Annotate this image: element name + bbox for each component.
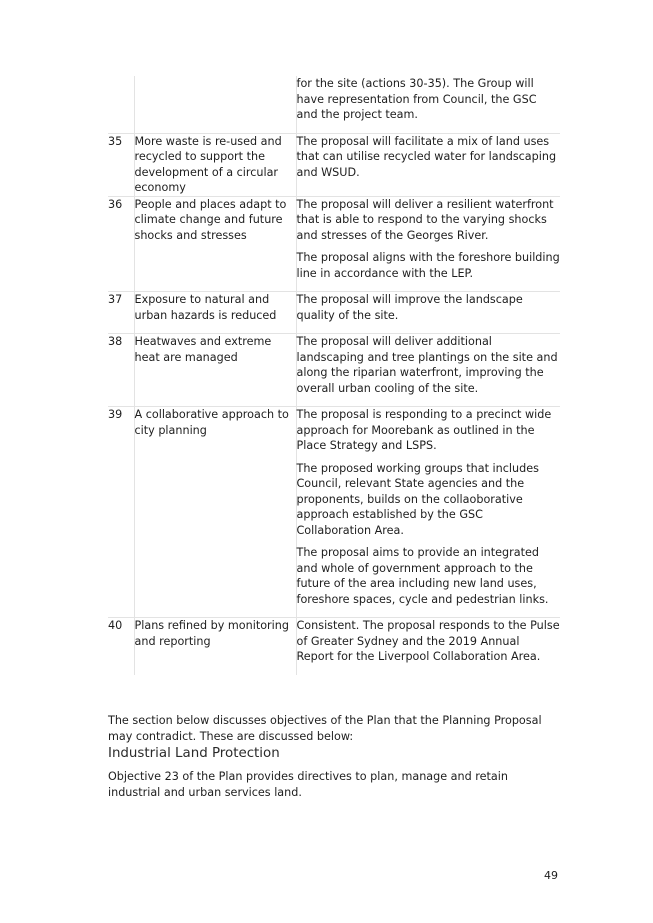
intro-paragraph: The section below discusses objectives of the Plan that the Planning Proposal may contradict. These are discussed below:: [108, 714, 542, 743]
proposal-response: The proposal aligns with the foreshore building line in accordance with the LEP.: [296, 251, 560, 280]
table-row: [108, 407, 560, 618]
proposal-response-cell: [296, 196, 560, 292]
proposal-response-cell: [296, 407, 560, 618]
objective-text: Plans refined by monitoring and reporting: [134, 618, 296, 675]
proposal-response: The proposed working groups that includes Council, relevant State agencies and the proponents, builds on the collaoborative approach established by the GSC Collaboration Area.: [296, 461, 539, 537]
objective-text: Exposure to natural and urban hazards is reduced: [134, 292, 296, 334]
objectives-table: [108, 76, 560, 675]
proposal-response-cell: [296, 618, 560, 675]
objective-text: More waste is re-used and recycled to support the development of a circular economy: [134, 133, 296, 196]
objective-number: 35: [108, 133, 134, 196]
objectives-table-body: [108, 76, 560, 675]
objective-number: 40: [108, 618, 134, 675]
objective-text: Heatwaves and extreme heat are managed: [134, 334, 296, 407]
objective-number: 39: [108, 407, 134, 618]
proposal-response-cell: [296, 292, 560, 334]
section-heading: Industrial Land Protection: [108, 746, 280, 761]
proposal-response: Consistent. The proposal responds to the Pulse of Greater Sydney and the 2019 Annual Report for the Liverpool Collaboration Area.: [296, 619, 560, 663]
proposal-response: The proposal will facilitate a mix of land uses that can utilise recycled water for landscaping and WSUD.: [296, 134, 557, 179]
proposal-response-cell: [296, 334, 560, 407]
proposal-response: The proposal is responding to a precinct wide approach for Moorebank as outlined in the Place Strategy and LSPS.: [296, 408, 552, 452]
proposal-response: The proposal will deliver a resilient waterfront that is able to respond to the varying shocks and stresses of the Georges River.: [296, 197, 554, 242]
table-row: [108, 618, 560, 675]
objective-text: People and places adapt to climate change and future shocks and stresses: [134, 196, 296, 292]
proposal-response: The proposal will improve the landscape quality of the site.: [296, 293, 523, 322]
proposal-response: for the site (actions 30-35). The Group will have representation from Council, the GSC and the project team.: [296, 77, 537, 121]
page-number: 49: [544, 869, 558, 882]
table-row: [108, 196, 560, 292]
table-row: [108, 133, 560, 196]
table-row: [108, 76, 560, 133]
objective-number: [108, 76, 134, 133]
section-paragraph: Objective 23 of the Plan provides directives to plan, manage and retain industrial and urban services land.: [108, 770, 508, 799]
proposal-response: The proposal aims to provide an integrated and whole of government approach to the future of the area including new land uses, foreshore spaces, cycle and pedestrian links.: [296, 546, 549, 606]
objective-number: 36: [108, 196, 134, 292]
objective-number: 37: [108, 292, 134, 334]
objective-text: [134, 76, 296, 133]
table-row: [108, 292, 560, 334]
proposal-response-cell: [296, 133, 560, 196]
objective-number: 38: [108, 334, 134, 407]
objective-text: A collaborative approach to city planning: [134, 407, 296, 618]
proposal-response: The proposal will deliver additional landscaping and tree plantings on the site and along the riparian waterfront, improving the overall urban cooling of the site.: [296, 335, 558, 395]
table-row: [108, 334, 560, 407]
proposal-response-cell: [296, 76, 560, 133]
